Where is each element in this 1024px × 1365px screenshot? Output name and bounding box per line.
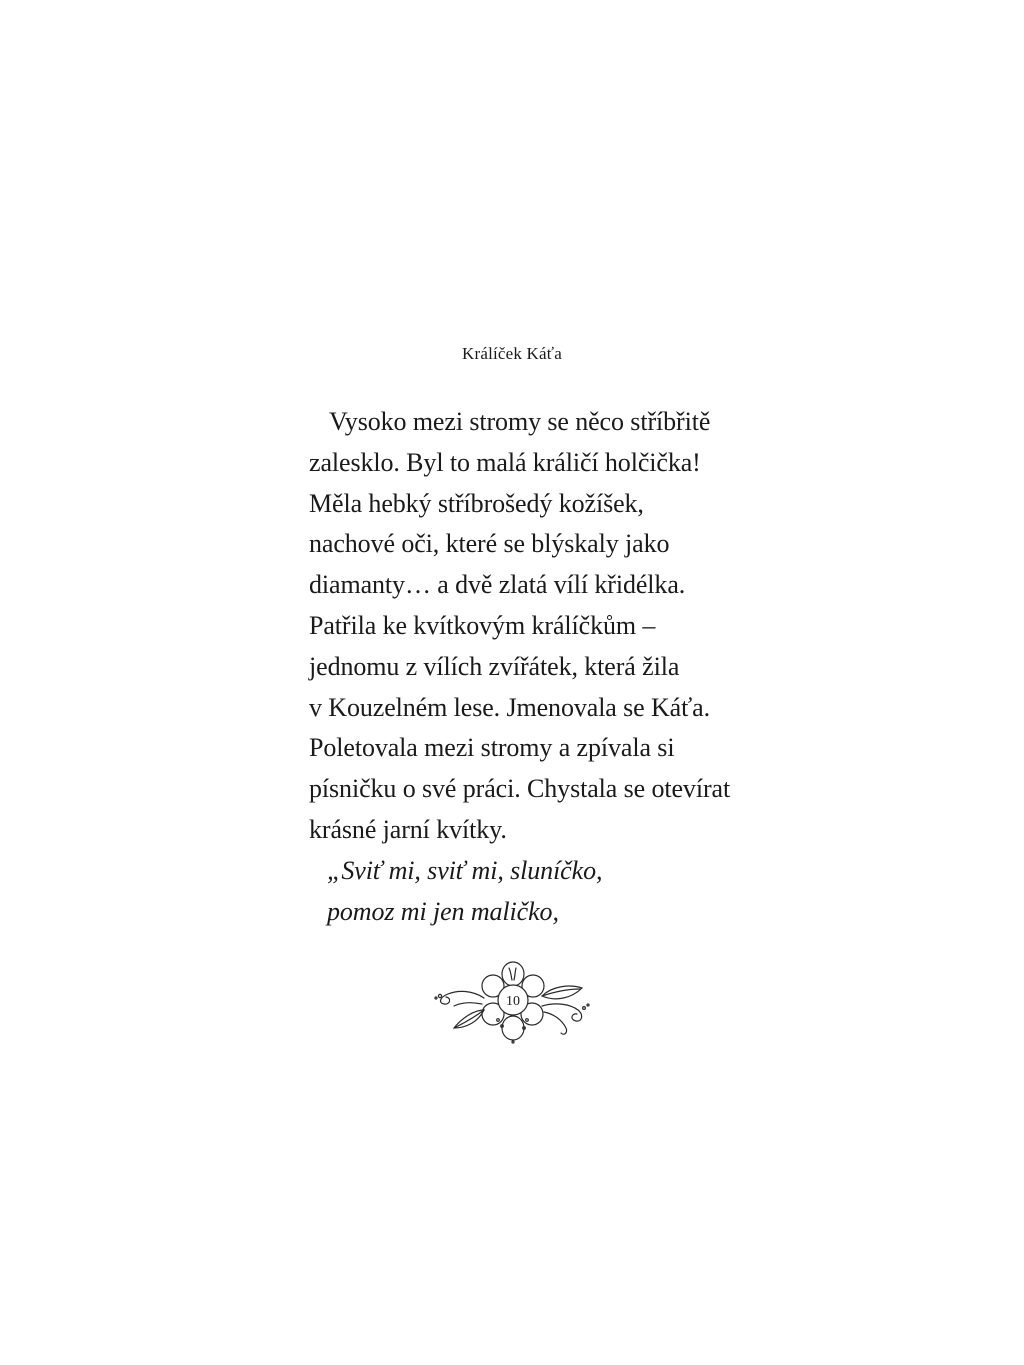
paragraph-line: Poletovala mezi stromy a zpívala si [309, 733, 675, 763]
paragraph-line: Patřila ke kvítkovým králíčkům – [309, 610, 656, 640]
body-text [309, 402, 769, 932]
paragraph-line: Vysoko mezi stromy se něco stříbřitě [329, 407, 711, 436]
page-number: 10 [506, 994, 520, 1009]
running-head: Králíček Káťa [461, 344, 562, 363]
paragraph-line: jednomu z vílích zvířátek, která žila [309, 651, 680, 681]
paragraph-line: krásné jarní kvítky. [309, 814, 507, 844]
verse-line: pomoz mi jen maličko, [327, 896, 559, 926]
flower-ornament-icon [432, 958, 592, 1048]
paragraph-line: diamanty… a dvě zlatá vílí křidélka. [309, 570, 686, 600]
paragraph-line: písničku o své práci. Chystala se otevírat [309, 774, 731, 804]
paragraph-line: v Kouzelném lese. Jmenovala se Káťa. [309, 692, 710, 722]
paragraph-line: nachové oči, které se blýskaly jako [309, 529, 670, 559]
paragraph-line: Měla hebký stříbrošedý kožíšek, [309, 488, 644, 518]
verse-line: „Sviť mi, sviť mi, sluníčko, [327, 855, 603, 885]
paragraph-line: zalesklo. Byl to malá králičí holčička! [309, 447, 701, 477]
